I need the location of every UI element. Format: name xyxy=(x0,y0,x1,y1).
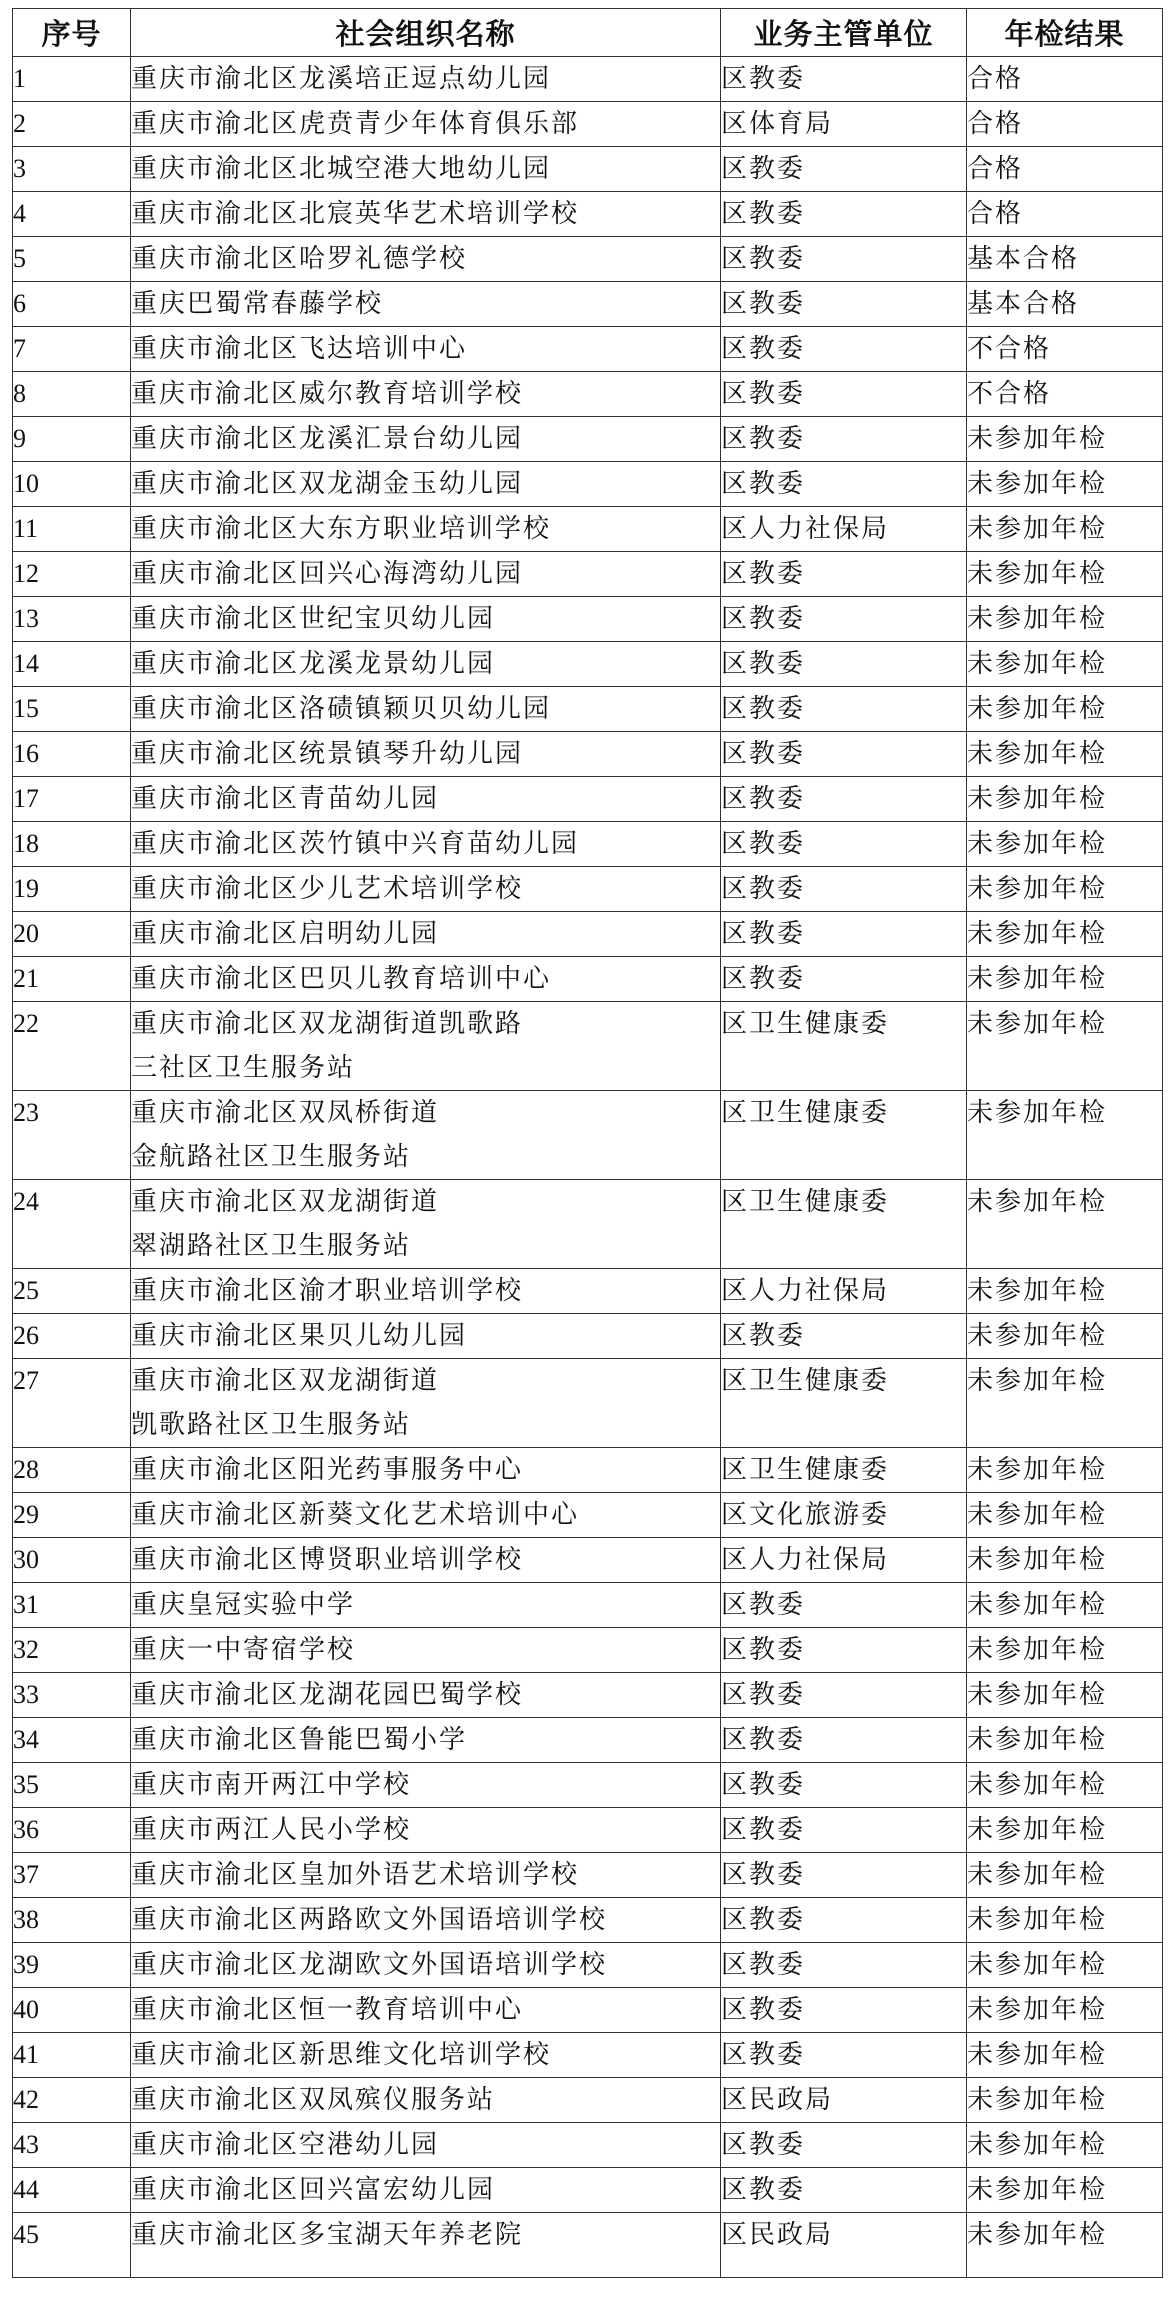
serial-number-cell: 14 xyxy=(13,642,131,687)
supervising-unit-cell: 区教委 xyxy=(721,192,967,237)
organization-name-line: 重庆市两江人民小学校 xyxy=(131,1815,412,1845)
serial-number-cell: 3 xyxy=(13,147,131,192)
supervising-unit-cell: 区卫生健康委 xyxy=(721,1091,967,1180)
organization-name-cell xyxy=(131,552,721,597)
organization-name-line: 重庆市渝北区北宸英华艺术培训学校 xyxy=(131,199,580,229)
organization-name-cell xyxy=(131,462,721,507)
supervising-unit-cell: 区教委 xyxy=(721,1943,967,1988)
serial-number-cell: 31 xyxy=(13,1583,131,1628)
organization-name-cell xyxy=(131,1718,721,1763)
organization-name-line: 重庆市渝北区飞达培训中心 xyxy=(131,334,468,364)
table-row xyxy=(13,867,1163,912)
inspection-result-cell: 未参加年检 xyxy=(967,1583,1163,1628)
header-organization-name: 社会组织名称 xyxy=(131,9,721,57)
supervising-unit-cell: 区教委 xyxy=(721,57,967,102)
serial-number-cell: 16 xyxy=(13,732,131,777)
table-row xyxy=(13,552,1163,597)
organization-name-cell xyxy=(131,147,721,192)
organization-name-line: 重庆市渝北区空港幼儿园 xyxy=(131,2130,440,2160)
organization-name-cell xyxy=(131,192,721,237)
inspection-result-cell: 未参加年检 xyxy=(967,822,1163,867)
inspection-result-cell: 未参加年检 xyxy=(967,1493,1163,1538)
organization-name-cell xyxy=(131,687,721,732)
serial-number-cell: 10 xyxy=(13,462,131,507)
supervising-unit-cell: 区教委 xyxy=(721,597,967,642)
organization-name-cell xyxy=(131,822,721,867)
organization-name-cell xyxy=(131,732,721,777)
organization-name-line: 重庆市渝北区双龙湖金玉幼儿园 xyxy=(131,469,524,499)
inspection-result-cell: 未参加年检 xyxy=(967,417,1163,462)
organization-name-cell xyxy=(131,1583,721,1628)
serial-number-cell: 41 xyxy=(13,2033,131,2078)
serial-number-cell: 29 xyxy=(13,1493,131,1538)
serial-number-cell: 6 xyxy=(13,282,131,327)
organization-name-cell xyxy=(131,1180,721,1269)
supervising-unit-cell: 区民政局 xyxy=(721,2213,967,2278)
organization-name-line: 重庆市渝北区龙湖花园巴蜀学校 xyxy=(131,1680,524,1710)
inspection-result-cell: 未参加年检 xyxy=(967,2213,1163,2278)
inspection-result-cell: 未参加年检 xyxy=(967,1628,1163,1673)
organization-name-cell xyxy=(131,1628,721,1673)
organization-name-line: 重庆市渝北区威尔教育培训学校 xyxy=(131,379,524,409)
organization-name-line: 重庆市渝北区龙溪汇景台幼儿园 xyxy=(131,424,524,454)
inspection-result-cell: 基本合格 xyxy=(967,282,1163,327)
organization-name-cell xyxy=(131,57,721,102)
table-row xyxy=(13,1628,1163,1673)
inspection-result-cell: 未参加年检 xyxy=(967,1538,1163,1583)
organization-name-line: 重庆市渝北区鲁能巴蜀小学 xyxy=(131,1725,468,1755)
organization-name-line: 重庆市渝北区双龙湖街道凯歌路 xyxy=(131,1009,524,1039)
table-row xyxy=(13,1763,1163,1808)
serial-number-cell: 8 xyxy=(13,372,131,417)
table-row xyxy=(13,1091,1163,1180)
organization-name-line: 重庆市渝北区新思维文化培训学校 xyxy=(131,2040,552,2070)
inspection-result-cell: 未参加年检 xyxy=(967,777,1163,822)
serial-number-cell: 44 xyxy=(13,2168,131,2213)
organization-name-line: 重庆市渝北区哈罗礼德学校 xyxy=(131,244,468,274)
organization-name-line: 重庆市渝北区龙湖欧文外国语培训学校 xyxy=(131,1950,608,1980)
supervising-unit-cell: 区教委 xyxy=(721,1583,967,1628)
inspection-result-cell: 未参加年检 xyxy=(967,1763,1163,1808)
serial-number-cell: 45 xyxy=(13,2213,131,2278)
inspection-result-cell: 未参加年检 xyxy=(967,687,1163,732)
organization-name-cell xyxy=(131,1943,721,1988)
organization-name-line: 重庆市渝北区茨竹镇中兴育苗幼儿园 xyxy=(131,829,580,859)
supervising-unit-cell: 区教委 xyxy=(721,2123,967,2168)
serial-number-cell: 22 xyxy=(13,1002,131,1091)
table-row xyxy=(13,327,1163,372)
organization-name-cell xyxy=(131,1988,721,2033)
supervising-unit-cell: 区人力社保局 xyxy=(721,1269,967,1314)
supervising-unit-cell: 区教委 xyxy=(721,777,967,822)
inspection-result-cell: 未参加年检 xyxy=(967,1898,1163,1943)
organization-name-line: 凯歌路社区卫生服务站 xyxy=(131,1410,412,1440)
table-row xyxy=(13,1988,1163,2033)
organization-name-cell xyxy=(131,2168,721,2213)
organization-name-cell xyxy=(131,2033,721,2078)
inspection-result-cell: 未参加年检 xyxy=(967,642,1163,687)
table-row xyxy=(13,957,1163,1002)
header-supervising-unit: 业务主管单位 xyxy=(721,9,967,57)
inspection-result-cell: 不合格 xyxy=(967,327,1163,372)
organization-name-line: 重庆市渝北区双凤桥街道 xyxy=(131,1098,440,1128)
serial-number-cell: 27 xyxy=(13,1359,131,1448)
table-row xyxy=(13,1853,1163,1898)
inspection-result-cell: 未参加年检 xyxy=(967,552,1163,597)
organization-name-cell xyxy=(131,597,721,642)
organization-name-line: 重庆市渝北区世纪宝贝幼儿园 xyxy=(131,604,496,634)
inspection-result-cell: 未参加年检 xyxy=(967,1853,1163,1898)
inspection-result-cell: 未参加年检 xyxy=(967,2123,1163,2168)
table-row xyxy=(13,1314,1163,1359)
organization-name-cell xyxy=(131,417,721,462)
organization-name-line: 金航路社区卫生服务站 xyxy=(131,1142,412,1172)
inspection-result-cell: 未参加年检 xyxy=(967,2033,1163,2078)
organization-name-cell xyxy=(131,282,721,327)
inspection-result-cell: 基本合格 xyxy=(967,237,1163,282)
supervising-unit-cell: 区教委 xyxy=(721,147,967,192)
table-row xyxy=(13,192,1163,237)
table-row xyxy=(13,2123,1163,2168)
table-row xyxy=(13,1269,1163,1314)
organization-name-cell xyxy=(131,2123,721,2168)
serial-number-cell: 1 xyxy=(13,57,131,102)
supervising-unit-cell: 区教委 xyxy=(721,1673,967,1718)
supervising-unit-cell: 区教委 xyxy=(721,642,967,687)
supervising-unit-cell: 区卫生健康委 xyxy=(721,1002,967,1091)
organization-name-line: 重庆市渝北区皇加外语艺术培训学校 xyxy=(131,1860,580,1890)
supervising-unit-cell: 区教委 xyxy=(721,1628,967,1673)
table-row xyxy=(13,642,1163,687)
inspection-result-cell: 未参加年检 xyxy=(967,732,1163,777)
inspection-result-cell: 未参加年检 xyxy=(967,1180,1163,1269)
table-row xyxy=(13,1583,1163,1628)
serial-number-cell: 28 xyxy=(13,1448,131,1493)
supervising-unit-cell: 区教委 xyxy=(721,1988,967,2033)
inspection-result-cell: 未参加年检 xyxy=(967,1448,1163,1493)
organization-name-cell xyxy=(131,1853,721,1898)
organization-name-cell xyxy=(131,1314,721,1359)
organization-name-cell xyxy=(131,102,721,147)
organization-name-line: 重庆市渝北区北城空港大地幼儿园 xyxy=(131,154,552,184)
supervising-unit-cell: 区教委 xyxy=(721,957,967,1002)
table-row xyxy=(13,777,1163,822)
organization-name-line: 重庆市渝北区龙溪培正逗点幼儿园 xyxy=(131,64,552,94)
serial-number-cell: 24 xyxy=(13,1180,131,1269)
organization-name-line: 翠湖路社区卫生服务站 xyxy=(131,1231,412,1261)
supervising-unit-cell: 区教委 xyxy=(721,237,967,282)
table-row xyxy=(13,912,1163,957)
serial-number-cell: 15 xyxy=(13,687,131,732)
supervising-unit-cell: 区教委 xyxy=(721,1763,967,1808)
serial-number-cell: 11 xyxy=(13,507,131,552)
supervising-unit-cell: 区卫生健康委 xyxy=(721,1180,967,1269)
organization-name-cell xyxy=(131,372,721,417)
organization-name-line: 重庆市渝北区新葵文化艺术培训中心 xyxy=(131,1500,580,1530)
inspection-result-cell: 未参加年检 xyxy=(967,1269,1163,1314)
organization-name-line: 三社区卫生服务站 xyxy=(131,1053,356,1083)
table-row xyxy=(13,1943,1163,1988)
serial-number-cell: 40 xyxy=(13,1988,131,2033)
organization-name-line: 重庆市南开两江中学校 xyxy=(131,1770,412,1800)
table-row xyxy=(13,2213,1163,2278)
organization-name-cell xyxy=(131,777,721,822)
supervising-unit-cell: 区教委 xyxy=(721,1808,967,1853)
supervising-unit-cell: 区卫生健康委 xyxy=(721,1359,967,1448)
organization-name-line: 重庆一中寄宿学校 xyxy=(131,1635,356,1665)
supervising-unit-cell: 区教委 xyxy=(721,2033,967,2078)
organization-name-cell xyxy=(131,1493,721,1538)
header-inspection-result: 年检结果 xyxy=(967,9,1163,57)
serial-number-cell: 37 xyxy=(13,1853,131,1898)
organization-name-line: 重庆市渝北区启明幼儿园 xyxy=(131,919,440,949)
table-row xyxy=(13,462,1163,507)
organization-name-cell xyxy=(131,1269,721,1314)
table-row xyxy=(13,417,1163,462)
table-row xyxy=(13,1808,1163,1853)
organization-name-line: 重庆市渝北区博贤职业培训学校 xyxy=(131,1545,524,1575)
organization-name-line: 重庆巴蜀常春藤学校 xyxy=(131,289,384,319)
table-row xyxy=(13,1002,1163,1091)
organization-name-cell xyxy=(131,1673,721,1718)
table-row xyxy=(13,732,1163,777)
serial-number-cell: 9 xyxy=(13,417,131,462)
organization-name-line: 重庆市渝北区统景镇琴升幼儿园 xyxy=(131,739,524,769)
supervising-unit-cell: 区人力社保局 xyxy=(721,507,967,552)
table-row xyxy=(13,102,1163,147)
serial-number-cell: 33 xyxy=(13,1673,131,1718)
inspection-result-cell: 未参加年检 xyxy=(967,1673,1163,1718)
organization-name-cell xyxy=(131,957,721,1002)
organization-name-line: 重庆市渝北区渝才职业培训学校 xyxy=(131,1276,524,1306)
serial-number-cell: 18 xyxy=(13,822,131,867)
table-row xyxy=(13,687,1163,732)
organization-name-cell xyxy=(131,237,721,282)
supervising-unit-cell: 区教委 xyxy=(721,552,967,597)
table-row xyxy=(13,1180,1163,1269)
organization-name-line: 重庆市渝北区洛碛镇颖贝贝幼儿园 xyxy=(131,694,552,724)
supervising-unit-cell: 区教委 xyxy=(721,372,967,417)
inspection-result-cell: 未参加年检 xyxy=(967,1988,1163,2033)
supervising-unit-cell: 区教委 xyxy=(721,2168,967,2213)
organization-name-cell xyxy=(131,507,721,552)
supervising-unit-cell: 区教委 xyxy=(721,867,967,912)
table-row xyxy=(13,237,1163,282)
inspection-result-cell: 未参加年检 xyxy=(967,1943,1163,1988)
organization-name-line: 重庆市渝北区果贝儿幼儿园 xyxy=(131,1321,468,1351)
serial-number-cell: 36 xyxy=(13,1808,131,1853)
serial-number-cell: 4 xyxy=(13,192,131,237)
inspection-result-cell: 未参加年检 xyxy=(967,507,1163,552)
annual-inspection-table xyxy=(12,8,1163,2278)
inspection-result-cell: 未参加年检 xyxy=(967,1808,1163,1853)
supervising-unit-cell: 区教委 xyxy=(721,822,967,867)
organization-name-cell xyxy=(131,1448,721,1493)
supervising-unit-cell: 区民政局 xyxy=(721,2078,967,2123)
supervising-unit-cell: 区教委 xyxy=(721,1853,967,1898)
organization-name-cell xyxy=(131,1091,721,1180)
organization-name-line: 重庆市渝北区大东方职业培训学校 xyxy=(131,514,552,544)
serial-number-cell: 13 xyxy=(13,597,131,642)
organization-name-line: 重庆市渝北区巴贝儿教育培训中心 xyxy=(131,964,552,994)
serial-number-cell: 25 xyxy=(13,1269,131,1314)
header-row xyxy=(13,9,1163,57)
supervising-unit-cell: 区教委 xyxy=(721,282,967,327)
organization-name-cell xyxy=(131,1763,721,1808)
supervising-unit-cell: 区体育局 xyxy=(721,102,967,147)
supervising-unit-cell: 区文化旅游委 xyxy=(721,1493,967,1538)
inspection-result-cell: 未参加年检 xyxy=(967,462,1163,507)
header-serial-number: 序号 xyxy=(13,9,131,57)
inspection-result-cell: 合格 xyxy=(967,102,1163,147)
table-row xyxy=(13,1898,1163,1943)
organization-name-cell xyxy=(131,327,721,372)
serial-number-cell: 32 xyxy=(13,1628,131,1673)
serial-number-cell: 34 xyxy=(13,1718,131,1763)
organization-name-cell xyxy=(131,867,721,912)
organization-name-cell xyxy=(131,1808,721,1853)
table-row xyxy=(13,2168,1163,2213)
table-row xyxy=(13,2033,1163,2078)
supervising-unit-cell: 区教委 xyxy=(721,1718,967,1763)
table-row xyxy=(13,57,1163,102)
inspection-result-cell: 未参加年检 xyxy=(967,2078,1163,2123)
organization-name-line: 重庆市渝北区双龙湖街道 xyxy=(131,1366,440,1396)
serial-number-cell: 39 xyxy=(13,1943,131,1988)
table-row xyxy=(13,1538,1163,1583)
supervising-unit-cell: 区教委 xyxy=(721,417,967,462)
serial-number-cell: 42 xyxy=(13,2078,131,2123)
organization-name-line: 重庆皇冠实验中学 xyxy=(131,1590,356,1620)
supervising-unit-cell: 区卫生健康委 xyxy=(721,1448,967,1493)
supervising-unit-cell: 区教委 xyxy=(721,912,967,957)
organization-name-line: 重庆市渝北区回兴富宏幼儿园 xyxy=(131,2175,496,2205)
serial-number-cell: 21 xyxy=(13,957,131,1002)
inspection-result-cell: 未参加年检 xyxy=(967,957,1163,1002)
serial-number-cell: 20 xyxy=(13,912,131,957)
organization-name-cell xyxy=(131,2078,721,2123)
organization-name-line: 重庆市渝北区两路欧文外国语培训学校 xyxy=(131,1905,608,1935)
table-row xyxy=(13,1448,1163,1493)
inspection-result-cell: 未参加年检 xyxy=(967,1002,1163,1091)
organization-name-cell xyxy=(131,1359,721,1448)
inspection-result-cell: 合格 xyxy=(967,147,1163,192)
organization-name-line: 重庆市渝北区双龙湖街道 xyxy=(131,1187,440,1217)
supervising-unit-cell: 区教委 xyxy=(721,1898,967,1943)
organization-name-cell xyxy=(131,1898,721,1943)
table-row xyxy=(13,1673,1163,1718)
table-row xyxy=(13,1493,1163,1538)
organization-name-line: 重庆市渝北区龙溪龙景幼儿园 xyxy=(131,649,496,679)
organization-name-cell xyxy=(131,912,721,957)
organization-name-line: 重庆市渝北区回兴心海湾幼儿园 xyxy=(131,559,524,589)
table-row xyxy=(13,282,1163,327)
table-row xyxy=(13,2078,1163,2123)
inspection-result-cell: 未参加年检 xyxy=(967,1359,1163,1448)
inspection-result-cell: 未参加年检 xyxy=(967,1718,1163,1763)
serial-number-cell: 30 xyxy=(13,1538,131,1583)
table-body xyxy=(13,57,1163,2278)
organization-name-line: 重庆市渝北区青苗幼儿园 xyxy=(131,784,440,814)
table-row xyxy=(13,147,1163,192)
inspection-result-cell: 未参加年检 xyxy=(967,597,1163,642)
serial-number-cell: 38 xyxy=(13,1898,131,1943)
supervising-unit-cell: 区教委 xyxy=(721,687,967,732)
inspection-result-cell: 未参加年检 xyxy=(967,2168,1163,2213)
inspection-result-cell: 不合格 xyxy=(967,372,1163,417)
serial-number-cell: 35 xyxy=(13,1763,131,1808)
serial-number-cell: 12 xyxy=(13,552,131,597)
table-row xyxy=(13,372,1163,417)
table-row xyxy=(13,1359,1163,1448)
table-row xyxy=(13,1718,1163,1763)
table-row xyxy=(13,597,1163,642)
inspection-result-cell: 未参加年检 xyxy=(967,912,1163,957)
organization-name-cell xyxy=(131,2213,721,2278)
serial-number-cell: 19 xyxy=(13,867,131,912)
organization-name-line: 重庆市渝北区虎贲青少年体育俱乐部 xyxy=(131,109,580,139)
inspection-result-cell: 未参加年检 xyxy=(967,1091,1163,1180)
table-row xyxy=(13,507,1163,552)
supervising-unit-cell: 区人力社保局 xyxy=(721,1538,967,1583)
serial-number-cell: 26 xyxy=(13,1314,131,1359)
supervising-unit-cell: 区教委 xyxy=(721,732,967,777)
organization-name-line: 重庆市渝北区双凤殡仪服务站 xyxy=(131,2085,496,2115)
inspection-result-cell: 未参加年检 xyxy=(967,867,1163,912)
serial-number-cell: 7 xyxy=(13,327,131,372)
inspection-result-cell: 合格 xyxy=(967,57,1163,102)
organization-name-line: 重庆市渝北区少儿艺术培训学校 xyxy=(131,874,524,904)
serial-number-cell: 17 xyxy=(13,777,131,822)
inspection-result-cell: 未参加年检 xyxy=(967,1314,1163,1359)
inspection-result-cell: 合格 xyxy=(967,192,1163,237)
serial-number-cell: 5 xyxy=(13,237,131,282)
serial-number-cell: 23 xyxy=(13,1091,131,1180)
organization-name-cell xyxy=(131,1002,721,1091)
serial-number-cell: 43 xyxy=(13,2123,131,2168)
organization-name-cell xyxy=(131,1538,721,1583)
organization-name-line: 重庆市渝北区阳光药事服务中心 xyxy=(131,1455,524,1485)
organization-name-line: 重庆市渝北区恒一教育培训中心 xyxy=(131,1995,524,2025)
organization-name-line: 重庆市渝北区多宝湖天年养老院 xyxy=(131,2220,524,2250)
supervising-unit-cell: 区教委 xyxy=(721,327,967,372)
table-row xyxy=(13,822,1163,867)
supervising-unit-cell: 区教委 xyxy=(721,462,967,507)
supervising-unit-cell: 区教委 xyxy=(721,1314,967,1359)
serial-number-cell: 2 xyxy=(13,102,131,147)
organization-name-cell xyxy=(131,642,721,687)
